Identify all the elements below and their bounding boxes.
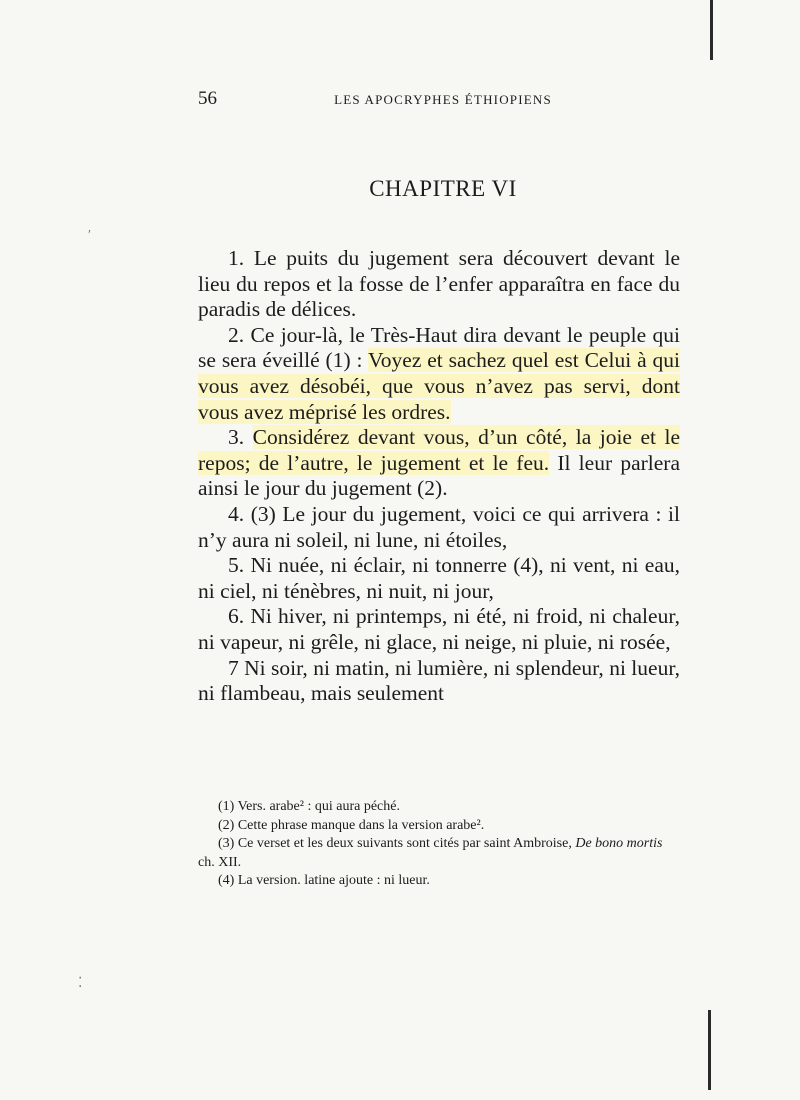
footnote-2: (2) Cette phrase manque dans la version arabe². — [218, 817, 485, 833]
footnote-3-text: (3) Ce verset et les deux suivants sont cités par saint Ambroise, — [218, 836, 576, 851]
verse-7: 7 Ni soir, ni matin, ni lumière, ni splendeur, ni lueur, ni flambeau, mais seulement — [198, 655, 680, 706]
page-header — [198, 88, 688, 112]
page-edge-line-top — [710, 0, 713, 60]
verse-3-end: Il leur parlera ainsi le jour du jugement (2). — [198, 450, 680, 501]
paper-speck: ⁚ — [78, 976, 83, 991]
verse-4: 4. (3) Le jour du jugement, voici ce qui arrivera : il n’y aura ni soleil, ni lune, ni étoiles, — [198, 501, 680, 552]
verse-3-highlighted: Considérez devant vous, d’un côté, la joie et le repos; de l’autre, le jugement et le feu. — [198, 425, 680, 475]
footnote-3-title: De bono mortis — [575, 836, 663, 851]
page-number: 56 — [198, 88, 217, 109]
verse-1: 1. Le puits du jugement sera découvert devant le lieu du repos et la fosse de l’enfer apparaîtra en face du paradis de délices. — [198, 246, 680, 322]
footnote-3-chapter: ch. XII. — [198, 854, 242, 870]
footnote-1: (1) Vers. arabe² : qui aura péché. — [218, 799, 400, 814]
chapter-title: CHAPITRE VI — [369, 176, 517, 201]
footnote-4: (4) La version. latine ajoute : ni lueur. — [218, 873, 430, 888]
verse-2 — [198, 323, 680, 425]
verse-2-intro: 2. Ce jour-là, le Très-Haut dira devant le peuple qui se sera éveillé (1) : — [198, 322, 680, 373]
footnote-3 — [198, 835, 680, 872]
body-text — [198, 246, 680, 707]
verse-5: 5. Ni nuée, ni éclair, ni tonnerre (4), ni vent, ni eau, ni ciel, ni ténèbres, ni nuit, ni jour, — [198, 553, 680, 603]
running-head: LES APOCRYPHES ÉTHIOPIENS — [334, 92, 552, 107]
page-edge-line-bottom — [708, 1010, 711, 1090]
paper-speck: ′ — [88, 228, 92, 243]
verse-2-highlighted: Voyez et sachez quel est Celui à qui vous avez désobéi, que vous n’avez pas servi, dont vous avez méprisé les ordres. — [198, 348, 680, 424]
verse-3-number: 3. — [228, 425, 253, 450]
footnotes — [198, 798, 680, 891]
verse-6: 6. Ni hiver, ni printemps, ni été, ni froid, ni chaleur, ni vapeur, ni grêle, ni glace, ni neige, ni pluie, ni rosée, — [198, 604, 680, 654]
verse-3 — [198, 425, 680, 502]
